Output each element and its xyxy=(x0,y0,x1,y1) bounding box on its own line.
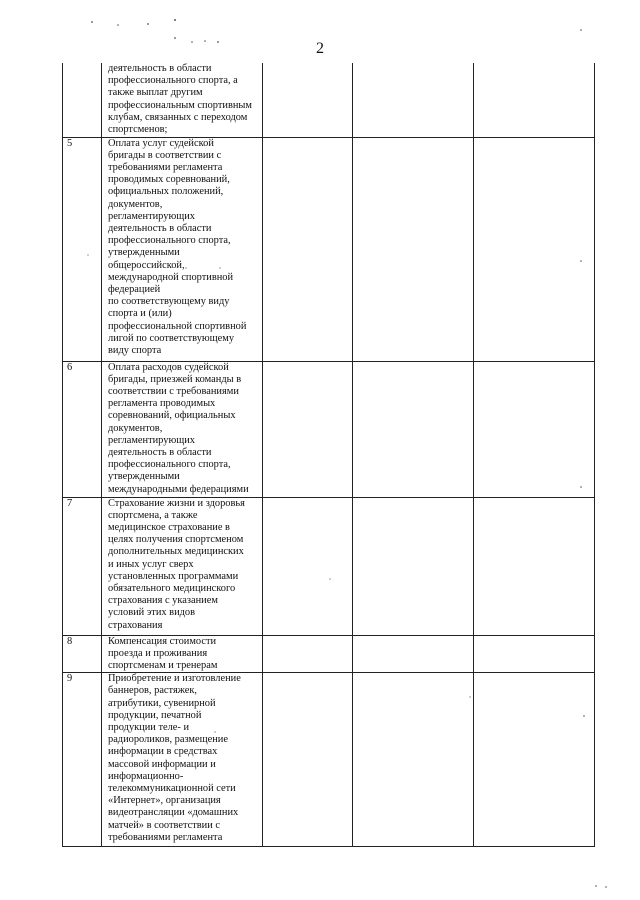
row-number: 9 xyxy=(63,673,102,847)
empty-cell xyxy=(474,673,595,847)
empty-cell xyxy=(474,635,595,673)
table-row xyxy=(63,673,595,847)
empty-cell xyxy=(353,673,474,847)
expense-table xyxy=(62,63,595,847)
expense-description: Оплата услуг судейской бригады в соответствии с требованиями регламента проводимых соревнований, официальных положений, документов, регламентирующих деятельность в области профессионального спорта, утвержденными общероссийской, международной спортивной федерацией по соответствующему виду спорта и (или) профессиональной спортивной лигой по соответствующему виду спорта xyxy=(102,137,263,361)
empty-cell xyxy=(474,497,595,635)
empty-cell xyxy=(353,635,474,673)
table-row xyxy=(63,137,595,361)
empty-cell xyxy=(474,63,595,137)
empty-cell xyxy=(353,497,474,635)
empty-cell xyxy=(353,361,474,497)
expense-description: деятельность в области профессионального спорта, а также выплат другим профессиональным спортивным клубам, связанных с переходом спортсменов; xyxy=(102,63,263,137)
expense-description: Оплата расходов судейской бригады, приезжей команды в соответствии с требованиями регламента проводимых соревнований, официальных документов, регламентирующих деятельность в области профессионального спорта, утвержденными международными федерациями xyxy=(102,361,263,497)
empty-cell xyxy=(353,137,474,361)
empty-cell xyxy=(263,673,353,847)
table-row xyxy=(63,497,595,635)
expense-description: Страхование жизни и здоровья спортсмена, а также медицинское страхование в целях получения спортсменом дополнительных медицинских и иных услуг сверх установленных программами обязательного медицинского страхования с указанием условий этих видов страхования xyxy=(102,497,263,635)
empty-cell xyxy=(263,497,353,635)
table-row xyxy=(63,361,595,497)
empty-cell xyxy=(263,361,353,497)
row-number xyxy=(63,63,102,137)
empty-cell xyxy=(263,137,353,361)
table-row xyxy=(63,63,595,137)
expense-description: Компенсация стоимости проезда и проживания спортсменам и тренерам xyxy=(102,635,263,673)
row-number: 7 xyxy=(63,497,102,635)
row-number: 5 xyxy=(63,137,102,361)
row-number: 6 xyxy=(63,361,102,497)
row-number: 8 xyxy=(63,635,102,673)
table-row xyxy=(63,635,595,673)
empty-cell xyxy=(474,137,595,361)
empty-cell xyxy=(263,635,353,673)
empty-cell xyxy=(263,63,353,137)
empty-cell xyxy=(353,63,474,137)
expense-description: Приобретение и изготовление баннеров, растяжек, атрибутики, сувенирной продукции, печатной продукции теле- и радиороликов, размещение информации в средствах массовой информации и информационно- телекоммуникационной сети «Интернет», организация видеотрансляции «домашних матчей» в соответствии с требованиями регламента xyxy=(102,673,263,847)
page-number: 2 xyxy=(316,40,324,57)
empty-cell xyxy=(474,361,595,497)
